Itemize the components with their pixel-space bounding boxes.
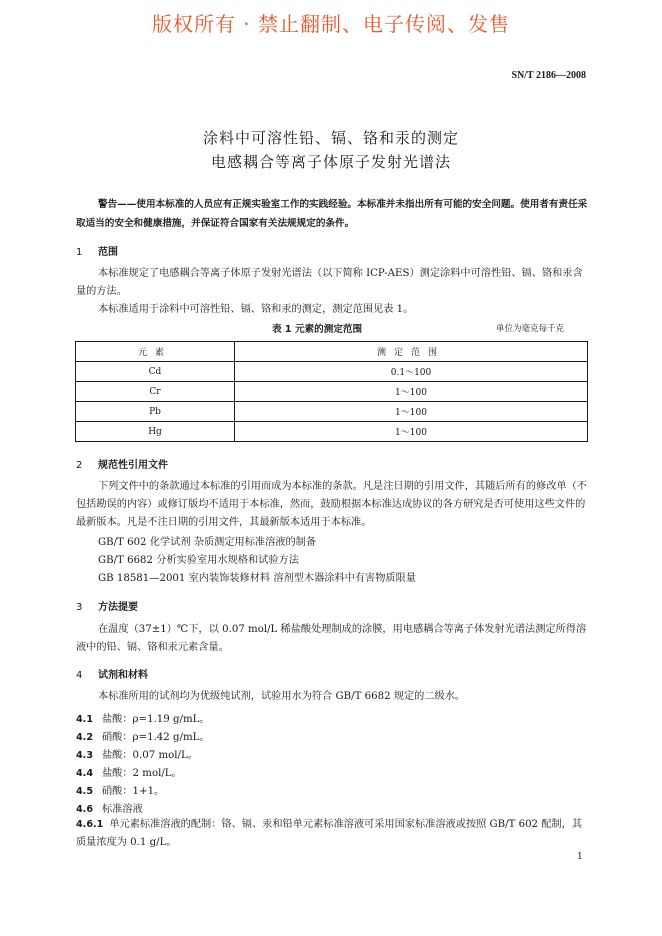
item-number: 4.3 <box>76 750 93 761</box>
reagent-item <box>76 764 182 779</box>
header-element: 元素 <box>76 342 235 362</box>
section-4-heading <box>76 666 148 681</box>
reagents-paragraph: 本标准所用的试剂均为优级纯试剂，试验用水为符合 GB/T 6682 规定的二级水。 <box>98 691 466 702</box>
table-row <box>76 402 588 422</box>
element-cell: Cr <box>76 382 235 402</box>
item-number: 4.1 <box>76 714 93 725</box>
element-cell: Hg <box>76 422 235 442</box>
warning-paragraph: 警告——使用本标准的人员应有正规实验室工作的实践经验。本标准并未指出所有可能的安全问题。使用者有责任采取适当的安全和健康措施，并保证符合国家有关法规规定的条件。 <box>76 199 588 229</box>
scope-paragraph-2: 本标准适用于涂料中可溶性铅、镉、铬和汞的测定，测定范围见表 1。 <box>98 304 414 315</box>
standard-number: SN/T 2186—2008 <box>511 70 586 81</box>
document-title-line1: 涂料中可溶性铅、镉、铬和汞的测定 <box>202 129 459 147</box>
reagent-item <box>76 746 198 761</box>
standard-solution-paragraph <box>76 816 588 852</box>
page-number: 1 <box>577 852 583 862</box>
section-number: 1 <box>76 247 83 258</box>
item-number: 4.6.1 <box>76 819 104 830</box>
reference-item: GB 18581—2001 室内装饰装修材料 溶剂型木器涂料中有害物质限量 <box>98 573 416 584</box>
item-number: 4.6 <box>76 804 93 815</box>
table-caption: 表 1 元素的测定范围 <box>272 324 363 335</box>
reference-item: GB/T 602 化学试剂 杂质测定用标准溶液的制备 <box>98 537 317 548</box>
range-cell: 0.1～100 <box>235 362 588 382</box>
scope-paragraph-1: 本标准规定了电感耦合等离子体原子发射光谱法（以下简称 ICP-AES）测定涂料中可溶性铅、镉、铬和汞含量的方法。 <box>76 268 583 297</box>
range-table <box>75 341 588 442</box>
reagent-item <box>76 800 143 815</box>
table-row <box>76 422 588 442</box>
reagent-item <box>76 782 164 797</box>
item-text: 硝酸：ρ=1.42 g/mL。 <box>102 732 210 743</box>
table-row <box>76 362 588 382</box>
reagent-item <box>76 710 210 725</box>
item-number: 4.2 <box>76 732 93 743</box>
item-text: 标准溶液 <box>102 804 143 815</box>
section-2-heading <box>76 456 168 471</box>
section-title: 规范性引用文件 <box>98 460 168 471</box>
copyright-banner: 版权所有 · 禁止翻制、电子传阅、发售 <box>151 12 511 36</box>
section-1-heading <box>76 243 118 258</box>
item-text: 盐酸：ρ=1.19 g/mL。 <box>102 714 210 725</box>
table-header-row <box>76 342 588 362</box>
section-number: 4 <box>76 670 83 681</box>
section-3-heading <box>76 598 138 613</box>
item-text: 盐酸：0.07 mol/L。 <box>102 750 198 761</box>
reference-item: GB/T 6682 分析实验室用水规格和试验方法 <box>98 555 299 566</box>
item-text: 硝酸：1+1。 <box>102 786 165 797</box>
section-title: 范围 <box>98 247 118 258</box>
method-summary-paragraph: 在温度（37±1）℃下，以 0.07 mol/L 稀盐酸处理制成的涂膜，用电感耦合等离子体发射光谱法测定所得溶液中的铅、镉、铬和汞元素含量。 <box>76 624 587 653</box>
section-number: 3 <box>76 602 83 613</box>
references-paragraph: 下列文件中的条款通过本标准的引用而成为本标准的条款。凡是注日期的引用文件，其随后所有的修改单（不包括勘误的内容）或修订版均不适用于本标准，然而，鼓励根据本标准达成协议的各方研究是否可使用这些文件的最新版本。凡是不注日期的引用文件，其最新版本适用于本标准。 <box>76 481 587 528</box>
section-title: 方法提要 <box>98 602 138 613</box>
element-cell: Pb <box>76 402 235 422</box>
element-cell: Cd <box>76 362 235 382</box>
item-text: 单元素标准溶液的配制：铬、镉、汞和铅单元素标准溶液可采用国家标准溶液或按照 GB/T 602 配制，其质量浓度为 0.1 g/L。 <box>76 819 583 848</box>
header-range: 测定范围 <box>235 342 588 362</box>
item-text: 盐酸：2 mol/L。 <box>102 768 182 779</box>
item-number: 4.4 <box>76 768 93 779</box>
range-cell: 1～100 <box>235 382 588 402</box>
reagent-item <box>76 728 210 743</box>
table-unit: 单位为毫克每千克 <box>496 324 565 334</box>
document-title-line2: 电感耦合等离子体原子发射光谱法 <box>210 153 451 171</box>
section-title: 试剂和材料 <box>98 670 148 681</box>
section-number: 2 <box>76 460 83 471</box>
table-row <box>76 382 588 402</box>
range-cell: 1～100 <box>235 402 588 422</box>
range-cell: 1～100 <box>235 422 588 442</box>
item-number: 4.5 <box>76 786 93 797</box>
